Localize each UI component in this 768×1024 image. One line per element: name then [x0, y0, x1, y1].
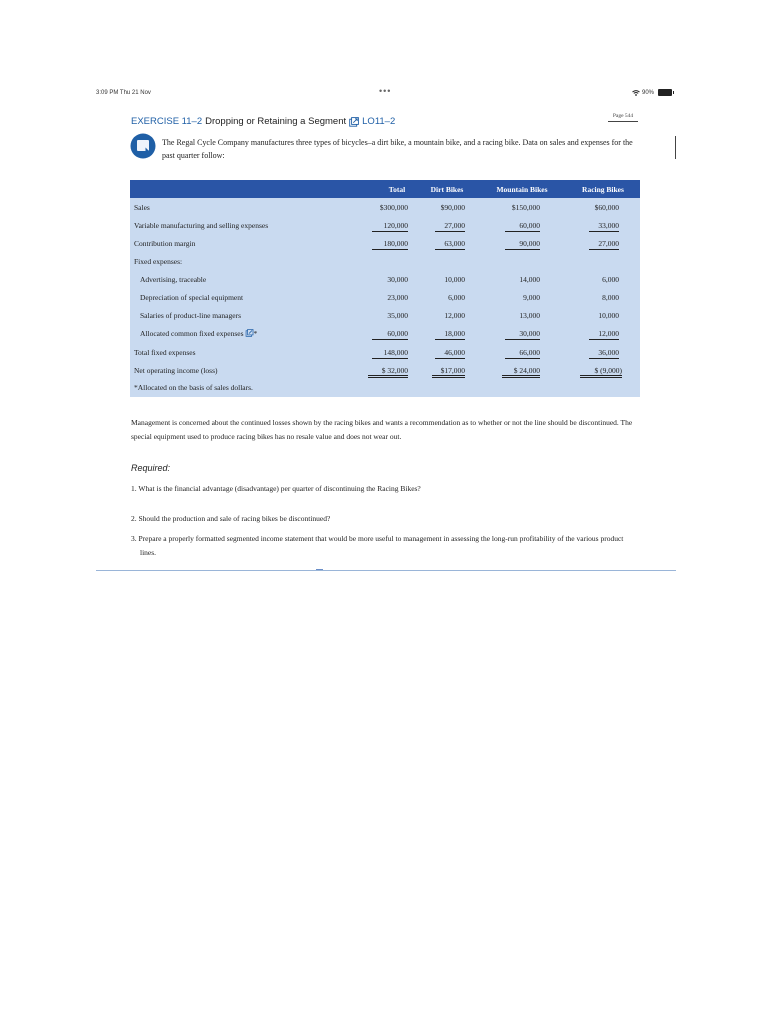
row-label-advertising: Advertising, traceable — [140, 275, 207, 284]
cell-contribution-dirt: 63,000 — [435, 239, 465, 250]
row-label-fixed-expenses: Fixed expenses: — [134, 257, 183, 266]
wifi-icon — [632, 90, 640, 96]
header-dirt-bikes: Dirt Bikes — [430, 185, 464, 194]
exercise-badge-icon — [130, 133, 156, 159]
allocated-label-text: Allocated common fixed expenses — [140, 329, 244, 338]
cell-advertising-mountain: 14,000 — [519, 275, 540, 284]
page-bottom-marker — [316, 569, 323, 573]
cell-advertising-dirt: 10,000 — [444, 275, 465, 284]
status-bar — [0, 86, 768, 102]
cell-salaries-racing: 10,000 — [598, 311, 619, 320]
cell-allocated-dirt: 18,000 — [435, 329, 465, 340]
status-right — [632, 89, 672, 96]
data-table — [130, 180, 640, 397]
header-total: Total — [388, 185, 406, 194]
intro-text: The Regal Cycle Company manufactures three types of bicycles–a dirt bike, a mountain bike, and a racing bike. Data on sales and expenses for the past quarter follow: — [162, 138, 633, 160]
cell-total-fixed-racing: 36,000 — [589, 348, 619, 359]
footnote-marker: * — [253, 329, 258, 338]
table-footnote: *Allocated on the basis of sales dollars. — [134, 383, 253, 392]
row-label-variable: Variable manufacturing and selling expenses — [134, 221, 269, 230]
table-header — [130, 180, 640, 198]
cell-advertising-total: 30,000 — [387, 275, 408, 284]
cell-variable-mountain: 60,000 — [505, 221, 540, 232]
page-bottom-divider — [96, 570, 676, 571]
cell-salaries-dirt: 12,000 — [444, 311, 465, 320]
cell-net-income-total: $ 32,000 — [368, 366, 408, 378]
page-reference: Page 544 — [608, 113, 638, 122]
row-label-contribution: Contribution margin — [134, 239, 196, 248]
external-link-icon[interactable] — [349, 117, 359, 127]
cell-sales-dirt: $90,000 — [440, 203, 465, 212]
cell-contribution-racing: 27,000 — [589, 239, 619, 250]
cell-allocated-total: 60,000 — [372, 329, 408, 340]
cell-depreciation-dirt: 6,000 — [448, 293, 465, 302]
cell-variable-total: 120,000 — [372, 221, 408, 232]
cell-sales-mountain: $150,000 — [511, 203, 540, 212]
cell-salaries-total: 35,000 — [387, 311, 408, 320]
external-link-icon[interactable] — [245, 329, 254, 337]
cell-total-fixed-mountain: 66,000 — [505, 348, 540, 359]
cell-total-fixed-total: 148,000 — [372, 348, 408, 359]
battery-icon — [658, 89, 672, 96]
row-label-total-fixed: Total fixed expenses — [134, 348, 196, 357]
exercise-title — [131, 116, 395, 127]
cell-contribution-total: 180,000 — [372, 239, 408, 250]
battery-percent: 90% — [642, 89, 655, 96]
margin-divider — [675, 136, 676, 159]
question-1: 1. What is the financial advantage (disadvantage) per quarter of discontinuing the Racing Bikes? — [131, 484, 421, 493]
cell-salaries-mountain: 13,000 — [519, 311, 540, 320]
row-label-net-income: Net operating income (loss) — [134, 366, 218, 375]
cell-variable-dirt: 27,000 — [435, 221, 465, 232]
row-label-depreciation: Depreciation of special equipment — [140, 293, 244, 302]
required-heading: Required: — [131, 463, 171, 473]
cell-sales-racing: $60,000 — [594, 203, 619, 212]
exercise-number: EXERCISE 11–2 — [131, 116, 203, 127]
cell-sales-total: $300,000 — [379, 203, 408, 212]
cell-advertising-racing: 6,000 — [602, 275, 619, 284]
cell-allocated-mountain: 30,000 — [505, 329, 540, 340]
management-paragraph: Management is concerned about the continued losses shown by the racing bikes and wants a recommendation as to whether or not the line should be discontinued. The special equipment used to produce racing bikes has no resale value and does not wear out. — [131, 418, 633, 441]
row-label-allocated — [140, 329, 257, 338]
status-time: 3:09 PM Thu 21 Nov — [96, 90, 151, 96]
cell-allocated-racing: 12,000 — [589, 329, 619, 340]
row-label-salaries: Salaries of product-line managers — [140, 311, 242, 320]
cell-contribution-mountain: 90,000 — [505, 239, 540, 250]
cell-total-fixed-dirt: 46,000 — [435, 348, 465, 359]
question-2: 2. Should the production and sale of racing bikes be discontinued? — [131, 514, 331, 523]
header-racing-bikes: Racing Bikes — [582, 185, 624, 194]
exercise-name: Dropping or Retaining a Segment — [205, 116, 347, 127]
cell-depreciation-total: 23,000 — [387, 293, 408, 302]
multitask-dots[interactable]: ••• — [379, 86, 392, 96]
row-label-sales: Sales — [134, 203, 150, 212]
cell-net-income-mountain: $ 24,000 — [502, 366, 540, 378]
question-3: 3. Prepare a properly formatted segmented income statement that would be more useful to management in assessing the long-run profitability of the various product lines. — [131, 534, 624, 557]
learning-objective-link[interactable]: LO11–2 — [362, 116, 396, 127]
cell-depreciation-mountain: 9,000 — [523, 293, 540, 302]
cell-net-income-racing: $ (9,000) — [580, 366, 622, 378]
cell-net-income-dirt: $17,000 — [432, 366, 465, 378]
cell-variable-racing: 33,000 — [589, 221, 619, 232]
header-mountain-bikes: Mountain Bikes — [496, 185, 548, 194]
cell-depreciation-racing: 8,000 — [602, 293, 619, 302]
